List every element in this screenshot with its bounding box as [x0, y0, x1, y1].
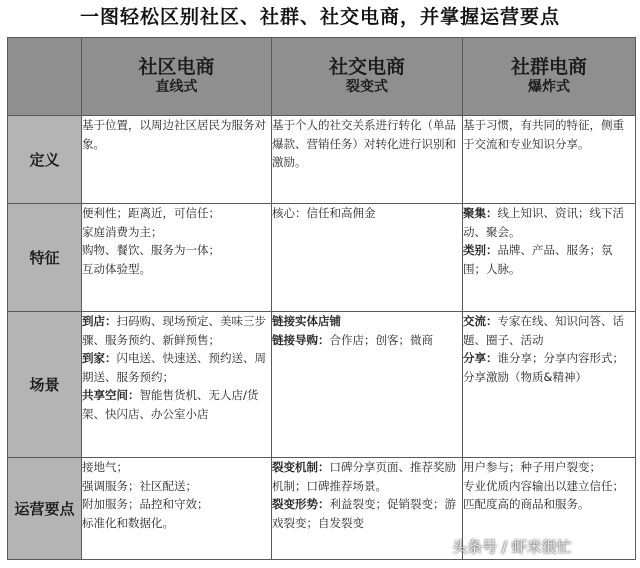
column-title: 社区电商: [138, 56, 215, 78]
entry-key: 类别：: [463, 243, 498, 257]
entry-key: 裂变形势：: [272, 497, 330, 511]
cell-features-community: [82, 204, 272, 312]
cell-text: 基于个人的社交关系进行转化（单品爆款、营销任务）对转化进行识别和激励。: [272, 118, 456, 169]
header-social-ecommerce: [272, 38, 463, 116]
entry-key: 裂变机制：: [272, 460, 330, 474]
cell-entry: [82, 349, 271, 386]
entry-text: 闪电送、快速送、预约送、周期送、服务预约；: [82, 351, 266, 384]
cell-text: 强调服务；社区配送；: [82, 478, 197, 493]
cell-text: 便利性；距离近，可信任；: [82, 206, 220, 220]
cell-text: 互动体验型。: [82, 261, 151, 276]
entry-key: 共享空间：: [82, 388, 140, 402]
cell-entry: [272, 331, 462, 350]
entry-key: 到店：: [82, 314, 117, 328]
column-title: 社交电商: [328, 56, 405, 78]
entry-text: 线上知识、资讯；线下活动、聚会。: [463, 206, 624, 239]
cell-definition-group: [463, 116, 636, 204]
cell-text: 附加服务；品控和守效；: [82, 497, 209, 511]
entry-text: 智能售货机、无人店/货架、快闪店、办公室小店: [82, 388, 259, 421]
row-label-operations: 运营要点: [8, 458, 82, 560]
entry-key: 链接实体店铺: [272, 314, 341, 328]
cell-text: 接地气；: [82, 460, 128, 474]
cell-text: 用户参与；种子用户裂变；: [463, 460, 601, 474]
header-community-ecommerce: [82, 38, 272, 116]
entry-text: 谁分享；分享内容形式；分享激励（物质&精神）: [463, 351, 624, 384]
cell-scenarios-group: [463, 312, 636, 458]
cell-text: 匹配度高的商品和服务。: [463, 497, 590, 511]
column-subtitle: 直线式: [155, 79, 198, 95]
row-label-features: 特征: [8, 204, 82, 312]
cell-text: 家庭消费为主；: [82, 224, 163, 239]
column-title: 社群电商: [510, 56, 587, 78]
cell-text: 专业优质内容输出以建立信任；: [463, 478, 624, 493]
page-title: 一图轻松区别社区、社群、社交电商，并掌握运营要点: [79, 6, 560, 28]
cell-entry: [82, 312, 271, 349]
header-row: [8, 38, 636, 116]
cell-entry: [463, 349, 635, 386]
entry-key: 分享：: [463, 351, 498, 365]
entry-text: 专家在线、知识问答、话题、圈子、活动: [463, 314, 624, 347]
row-features: [8, 204, 636, 312]
cell-text: 基于位置，以周边社区居民为服务对象。: [82, 118, 266, 151]
cell-text: 核心：信任和高佣金: [272, 206, 376, 220]
cell-operations-social: [272, 458, 463, 560]
entry-text: 口碑分享页面、推荐奖励机制；口碑推荐场景。: [272, 460, 456, 493]
entry-key: 聚集：: [463, 206, 498, 220]
entry-key: 链接导购：: [272, 332, 330, 347]
row-scenarios: [8, 312, 636, 458]
column-subtitle: 爆炸式: [528, 79, 570, 95]
cell-entry: [463, 204, 635, 241]
cell-features-group: [463, 204, 636, 312]
cell-entry: [463, 241, 635, 278]
cell-entry: [272, 458, 462, 495]
entry-key: 交流：: [463, 314, 498, 328]
entry-key: 到家：: [82, 351, 117, 365]
cell-definition-social: [272, 116, 463, 204]
cell-features-social: [272, 204, 463, 312]
row-definition: [8, 116, 636, 204]
row-label-scenarios: 场景: [8, 312, 82, 458]
cell-text: 基于习惯，有共同的特征，侧重于交流和专业知识分享。: [463, 118, 624, 151]
header-corner: [8, 38, 82, 116]
entry-text: 利益裂变；促销裂变；游戏裂变；自发裂变: [272, 497, 456, 530]
column-subtitle: 裂变式: [346, 79, 388, 95]
cell-definition-community: [82, 116, 272, 204]
entry-text: 扫码购、现场预定、美味三步骤、服务预约、新鲜预售；: [82, 314, 266, 347]
comparison-table: [7, 37, 636, 560]
cell-text: 标准化和数据化。: [82, 515, 174, 530]
cell-operations-community: [82, 458, 272, 560]
watermark: 头条号 / 虾米很忙: [452, 538, 572, 556]
cell-scenarios-community: [82, 312, 272, 458]
row-label-definition: 定义: [8, 116, 82, 204]
cell-entry: [463, 312, 635, 349]
cell-text: 购物、餐饮、服务为一体；: [82, 243, 220, 257]
header-group-ecommerce: [463, 38, 636, 116]
entry-text: 合作店；创客；微商: [329, 332, 433, 347]
entry-text: 品牌、产品、服务；氛围；人脉。: [463, 243, 613, 276]
cell-entry: [82, 386, 271, 423]
cell-scenarios-social: [272, 312, 463, 458]
cell-entry: [272, 495, 462, 532]
